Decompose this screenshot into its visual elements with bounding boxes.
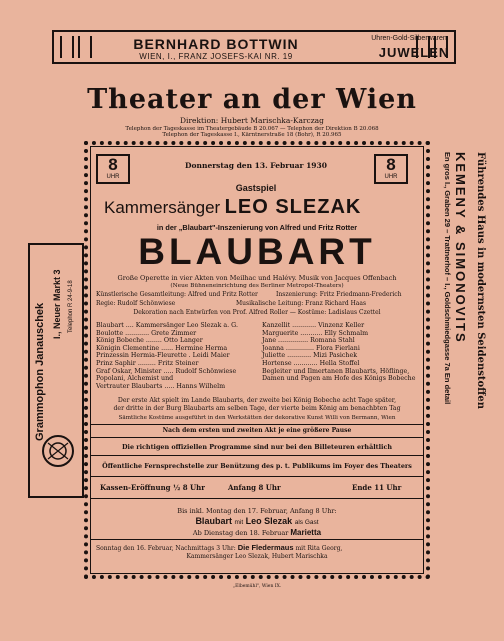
next-performance	[96, 516, 418, 528]
cast-row: Graf Oskar, Minister ..... Rudolf Schönwiese	[96, 367, 237, 375]
jeweler-subtitle: Uhren-Gold-Silberwaren	[371, 35, 447, 42]
star-line	[104, 196, 414, 219]
performance-date: Donnerstag den 13. Februar 1930	[185, 161, 327, 170]
credit-music: Musikalische Leitung: Franz Richard Haas	[236, 300, 367, 307]
silk-slogan: Führendes Haus in modernsten Seidenstoffen	[475, 152, 486, 409]
next-play: Blaubart	[195, 516, 232, 526]
theater-direction: Direktion: Hubert Marischka-Karczag	[180, 116, 324, 125]
box-office-opening: Kassen-Eröffnung ½ 8 Uhr	[100, 483, 205, 492]
time-right-number: 8	[386, 155, 396, 174]
costumes-note: Sämtliche Kostüme ausgeführt in den Werkstätten der dekorative Kunst Willi von Bermann, Wien	[118, 415, 396, 421]
sunday-line-1	[96, 544, 342, 553]
cast-list-left	[96, 322, 258, 390]
time-right-unit: UHR	[384, 174, 398, 180]
acts-line-1: Der erste Akt spielt im Lande Blaubarts, der zweite bei König Bobeche acht Tage später,	[117, 397, 397, 404]
cast-row: Begleiter und Ilmertanen Blaubarts, Höflinge,	[262, 367, 410, 375]
jeweler-address: WIEN, I., FRANZ JOSEFS-KAI NR. 19	[139, 52, 293, 61]
play-title: BLAUBART	[138, 231, 376, 272]
tuesday-line	[96, 529, 418, 537]
sunday-line-2: Kammersänger Leo Slezak, Hubert Marischka	[186, 553, 328, 560]
play-description: Große Operette in vier Akten von Meilhac und Halévy. Musik von Jacques Offenbach	[117, 274, 397, 282]
next-star: Leo Slezak	[245, 516, 293, 526]
cast-list-right	[262, 322, 418, 383]
sunday-play: Die Fledermaus	[237, 543, 294, 552]
divider	[90, 424, 424, 425]
start-time: Anfang 8 Uhr	[228, 483, 281, 492]
sunday-date: Sonntag den 16. Februar, Nachmittags 3 Uhr:	[96, 545, 236, 552]
until-date: Bis inkl. Montag den 17. Februar, Anfang 8 Uhr:	[177, 507, 337, 515]
jeweler-jewels: JUWELEN	[378, 45, 450, 60]
theater-phone-2: Telephon der Tageskasse I., Kärntnerstraße 18 (Bohr), R 20.965	[162, 132, 342, 138]
tuesday-date: Ab Dienstag den 18. Februar	[192, 529, 289, 537]
phones-note: Öffentliche Fernsprechstelle zur Benützung des p. t. Publikums im Foyer des Theaters	[102, 462, 412, 470]
sunday-cast: mit Rita Georg,	[295, 545, 343, 552]
silk-company: KEMENY & SIMONOVITS	[453, 152, 468, 344]
cast-row: Jane ............... Romana Stahl	[262, 337, 355, 345]
time-box-right	[374, 154, 408, 184]
pause-note: Nach dem ersten und zweiten Akt je eine größere Pause	[162, 427, 352, 434]
credit-artistic: Künstlerische Gesamtleitung: Alfred und Fritz Rotter	[96, 291, 258, 298]
gramophone-icon	[40, 433, 76, 469]
cast-row: Boulotte ............ Grete Zimmer	[96, 329, 197, 337]
cast-row: Joanna .............. Flora Fierlani	[262, 344, 360, 352]
programs-note: Die richtigen offiziellen Programme sind nur bei den Billeteuren erhältlich	[121, 443, 392, 451]
silk-ad	[440, 146, 498, 578]
jeweler-ad	[52, 30, 456, 64]
cast-row: Popolani, Alchemist und	[96, 375, 174, 383]
cast-row: Prinzessin Hermia-Fleurette . Leidi Maier	[96, 352, 230, 360]
kammer-title: Kammersänger	[104, 198, 221, 217]
end-time: Ende 11 Uhr	[352, 483, 402, 492]
divider	[90, 539, 424, 540]
jeweler-name: BERNHARD BOTTWIN	[133, 36, 299, 52]
cast-row: Blaubart .... Kammersänger Leo Slezak a. G.	[96, 322, 238, 329]
credit-direction: Regie: Rudolf Schönwiese	[96, 300, 176, 307]
cast-row: Königin Clementine ...... Hermine Herma	[96, 344, 228, 352]
printer-credit: „Elbemühl", Wien IX.	[232, 584, 282, 589]
ad-decor-bars-right	[434, 36, 448, 58]
staging-credit: in der „Blaubart"-Inszenierung von Alfred und Fritz Rotter	[156, 223, 358, 232]
theater-phone-1: Telephon der Tageskasse im Theatergebäude B 20.067 — Telephon der Direktion B 20.068	[125, 126, 379, 132]
next-guest: als Gast	[294, 519, 319, 526]
ad-decor-bars-left	[60, 36, 74, 58]
divider	[90, 437, 424, 438]
time-left-number: 8	[108, 155, 118, 174]
gramophone-ad	[28, 243, 84, 498]
divider	[90, 498, 424, 499]
time-left-unit: UHR	[106, 174, 120, 180]
guest-label: Gastspiel	[235, 183, 277, 193]
theater-title: Theater an der Wien	[87, 84, 417, 115]
play-description-2: (Neue Bühneneinrichtung des Berliner Metropol-Theaters)	[170, 283, 344, 289]
cast-row: Juliette ............ Mizi Pasichek	[262, 352, 358, 360]
credit-decor: Dekoration nach Entwürfen von Prof. Alfred Roller — Kostüme: Ladislaus Czettel	[133, 309, 381, 316]
gramophone-phone: Telephon R 24-9-18	[68, 280, 74, 333]
silk-address: En gros I., Graben 29 – Trattnerhof – I., Goldschmiedgasse 7a En detail	[443, 152, 452, 405]
cast-row: Kanzellit ............ Vinzenz Keller	[262, 322, 365, 329]
divider	[90, 476, 424, 477]
cast-row: Marguerite ........... Elly Schmalm	[262, 329, 369, 337]
tuesday-play: Marietta	[290, 528, 322, 537]
cast-row: König Bobeche ........ Otto Langer	[96, 337, 203, 345]
cast-row: Hortense ............ Hella Stoffel	[262, 359, 360, 367]
ad-decor-bars-right2	[416, 36, 430, 58]
credit-staging: Inszenierung: Fritz Friedmann-Frederich	[276, 291, 402, 298]
star-name: LEO SLEZAK	[224, 196, 362, 218]
gramophone-street: I., Neuer Markt 3	[52, 269, 62, 339]
cast-row: Prinz Saphir ......... Fritz Steiner	[96, 359, 199, 367]
gramophone-name: Grammophon Janauschek	[34, 302, 46, 441]
next-mit: mit	[234, 519, 244, 526]
time-box-left	[96, 154, 130, 184]
ad-decor-bars-left2	[78, 36, 92, 58]
cast-row: Vertrauter Blaubarts ..... Hanns Wilhelm	[96, 382, 226, 390]
cast-row: Damen und Pagen am Hofe des Königs Bobeche	[262, 375, 416, 383]
acts-line-2: der dritte in der Burg Blaubarts am selben Tage, der vierte beim König am benachbten Tag	[113, 405, 401, 412]
divider	[90, 455, 424, 456]
